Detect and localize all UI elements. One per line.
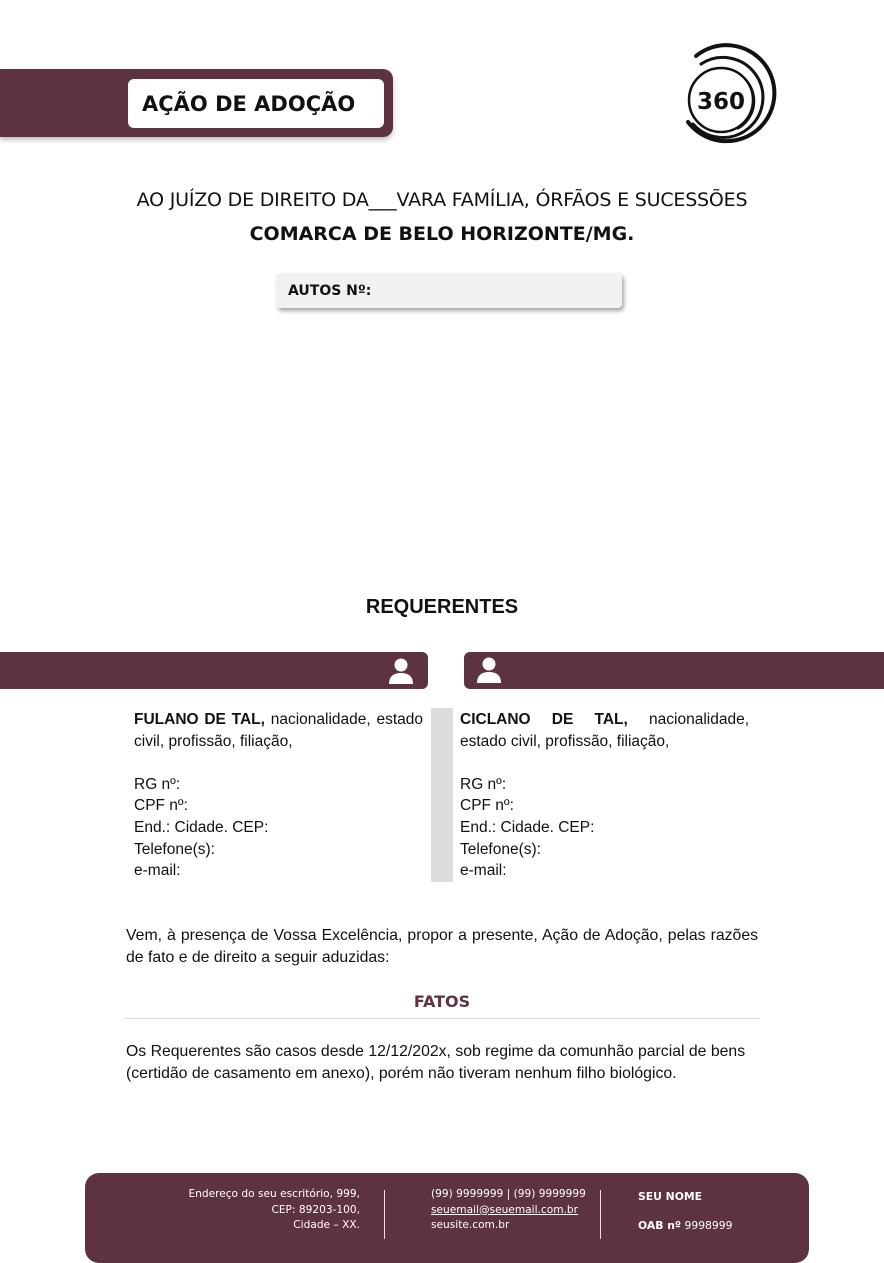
party-name: FULANO DE TAL,	[134, 711, 265, 728]
requerentes-title: REQUERENTES	[365, 596, 519, 618]
court-line-1: AO JUÍZO DE DIREITO DA___VARA FAMÍLIA, ÓRFÃOS E SUCESSÕES	[136, 189, 748, 211]
user-icon	[476, 656, 502, 684]
party-name: CICLANO DE TAL,	[460, 711, 628, 728]
footer-separator	[384, 1190, 385, 1239]
intro-paragraph: Vem, à presença de Vossa Excelência, propor a presente, Ação de Adoção, pelas razões de fato e de direito a seguir aduzidas:	[126, 927, 758, 966]
party-band-right	[464, 652, 884, 689]
footer-name: SEU NOME	[638, 1190, 703, 1203]
party-rg: RG nº:	[134, 775, 181, 793]
party-description: CICLANO DE TAL, nacionalidade, estado civil, profissão, filiação,	[460, 711, 749, 750]
fatos-title: FATOS	[413, 992, 471, 1011]
autos-label: AUTOS Nº:	[288, 282, 372, 299]
autos-box	[276, 273, 622, 308]
fatos-paragraph: Os Requerentes são casos desde 12/12/202x, sob regime da comunhão parcial de bens (certidão de casamento em anexo), porém não tiveram nenhum filho biológico.	[126, 1043, 746, 1082]
party-phone: Telefone(s):	[460, 840, 541, 858]
footer-oab: OAB nº 9998999	[638, 1219, 733, 1232]
party-right	[460, 709, 749, 882]
logo-text: 360	[696, 89, 746, 115]
footer-contact	[431, 1187, 601, 1234]
party-email: e-mail:	[460, 862, 507, 880]
footer-separator	[600, 1190, 601, 1239]
footer-phones: (99) 9999999 | (99) 9999999	[431, 1188, 586, 1200]
court-line-2: COMARCA DE BELO HORIZONTE/MG.	[249, 223, 635, 245]
party-left	[134, 709, 423, 882]
fatos-divider	[124, 1018, 760, 1019]
party-address: End.: Cidade. CEP:	[134, 818, 269, 836]
logo-360-icon	[676, 38, 782, 160]
footer-address: Endereço do seu escritório, 999, CEP: 89203-100, Cidade – XX.	[188, 1188, 360, 1231]
party-email: e-mail:	[134, 862, 181, 880]
footer-email-link[interactable]: seuemail@seuemail.com.br	[431, 1203, 578, 1216]
document-title: AÇÃO DE ADOÇÃO	[128, 79, 384, 128]
party-band-left	[0, 652, 428, 689]
party-rg: RG nº:	[460, 775, 507, 793]
party-phone: Telefone(s):	[134, 840, 215, 858]
party-cpf: CPF nº:	[134, 797, 188, 815]
user-icon	[388, 657, 414, 685]
party-divider	[431, 708, 453, 882]
party-description: FULANO DE TAL, nacionalidade, estado civil, profissão, filiação,	[134, 711, 423, 750]
footer-site[interactable]: seusite.com.br	[431, 1219, 510, 1231]
party-address: End.: Cidade. CEP:	[460, 818, 595, 836]
party-cpf: CPF nº:	[460, 797, 514, 815]
